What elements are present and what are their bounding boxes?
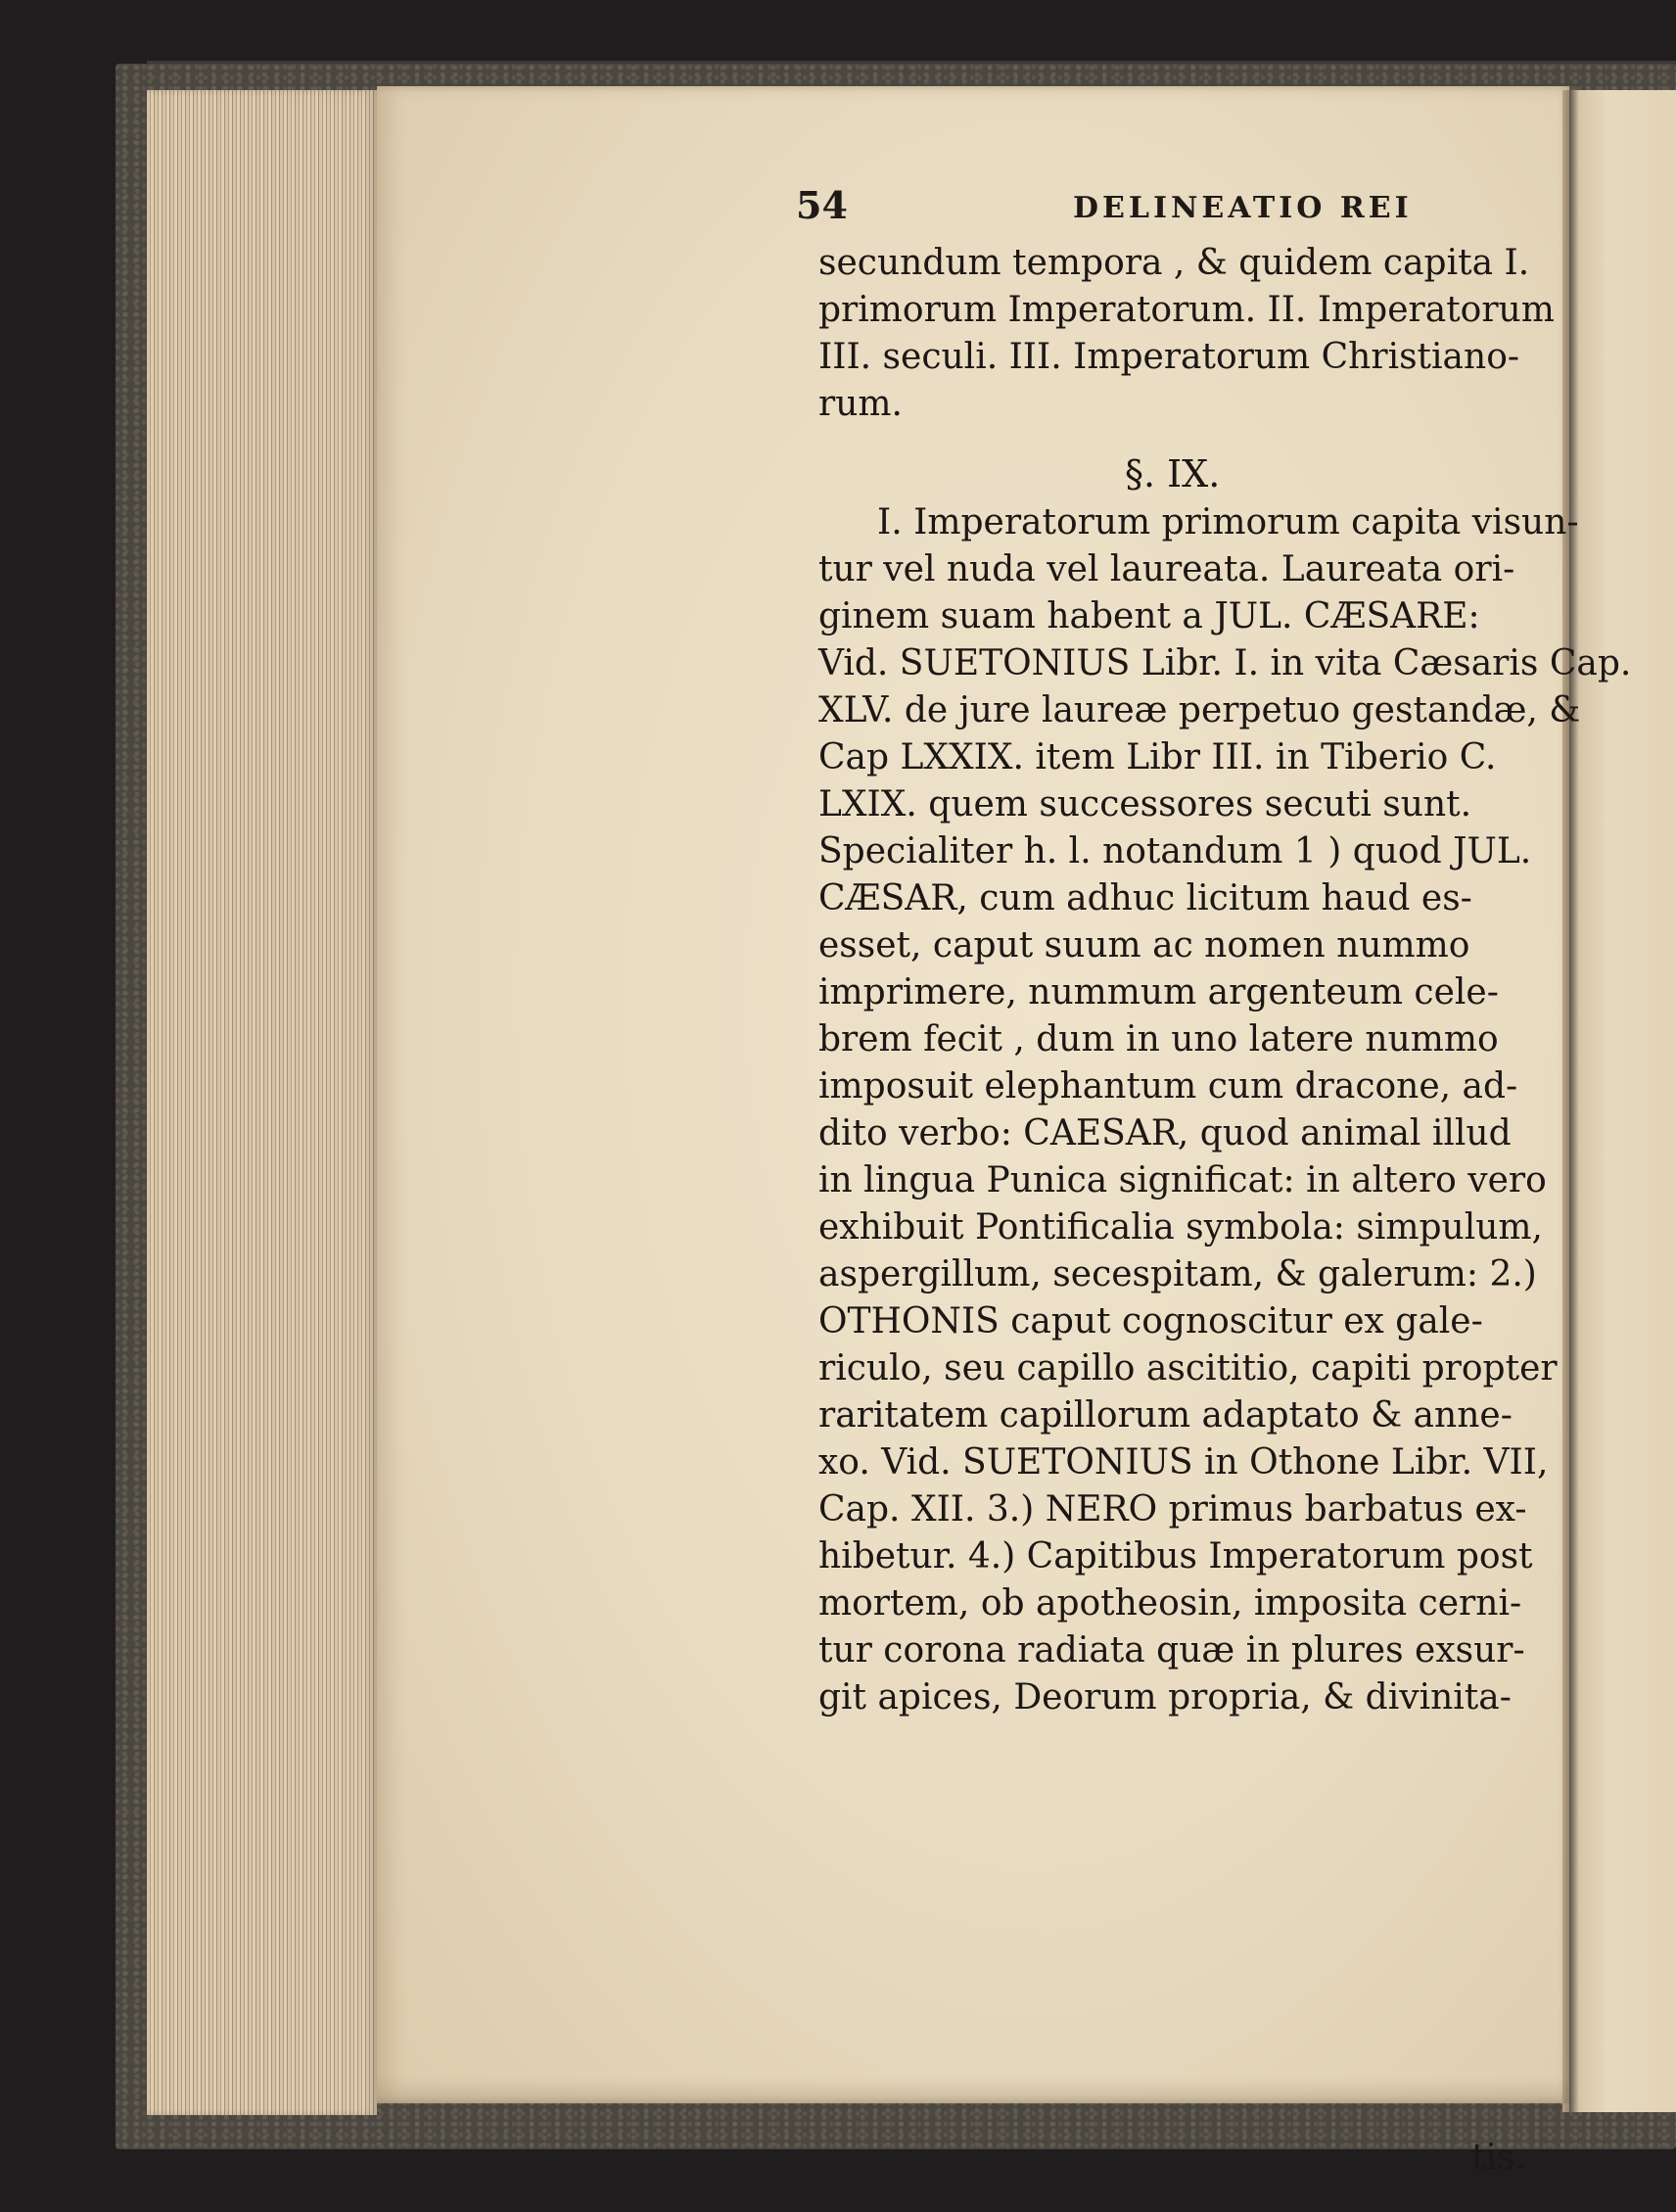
text-line: imposuit elephantum cum dracone, ad- (818, 1066, 1518, 1106)
text-line: Vid. SUETONIUS Libr. I. in vita Cæsaris Cap. (818, 643, 1632, 683)
text-line: exhibuit Pontificalia symbola: simpulum, (818, 1207, 1543, 1247)
text-line: primorum Imperatorum. II. Imperatorum (818, 290, 1555, 330)
page-edges (147, 90, 377, 2115)
section-heading: §. IX. (1125, 452, 1221, 495)
text-line: Cap LXXIX. item Libr III. in Tiberio C. (818, 737, 1497, 777)
text-line: in lingua Punica significat: in altero vero (818, 1160, 1547, 1200)
page-shadow (377, 2076, 1569, 2103)
text-line: git apices, Deorum propria, & divinita- (818, 1677, 1512, 1718)
text-line: ginem suam habent a JUL. CÆSARE: (818, 596, 1480, 636)
text-line: LXIX. quem successores secuti sunt. (818, 784, 1472, 824)
text-line: III. seculi. III. Imperatorum Christiano- (818, 337, 1520, 377)
text-line: raritatem capillorum adaptato & anne- (818, 1395, 1513, 1435)
text-line: tur vel nuda vel laureata. Laureata ori- (818, 549, 1515, 589)
text-line: CÆSAR, cum adhuc licitum haud es- (818, 878, 1472, 918)
text-line: XLV. de jure laureæ perpetuo gestandæ, & (818, 690, 1581, 730)
text-line: esset, caput suum ac nomen nummo (818, 925, 1470, 965)
page-number: 54 (796, 183, 848, 227)
catchword: tis. (1471, 2138, 1526, 2178)
text-line: aspergillum, secespitam, & galerum: 2.) (818, 1254, 1537, 1294)
text-line: I. Imperatorum primorum capita visun- (877, 502, 1579, 542)
text-line: dito verbo: CAESAR, quod animal illud (818, 1113, 1512, 1153)
text-line: brem fecit , dum in uno latere nummo (818, 1019, 1499, 1059)
text-line: Cap. XII. 3.) NERO primus barbatus ex- (818, 1489, 1527, 1530)
facing-page-edge (1569, 90, 1676, 2112)
text-line: rum. (818, 384, 903, 424)
text-line: mortem, ob apotheosin, imposita cerni- (818, 1583, 1522, 1624)
text-line: imprimere, nummum argenteum cele- (818, 972, 1499, 1012)
text-line: OTHONIS caput cognoscitur ex gale- (818, 1301, 1483, 1341)
text-line: riculo, seu capillo ascititio, capiti propter (818, 1348, 1558, 1388)
text-line: xo. Vid. SUETONIUS in Othone Libr. VII, (818, 1442, 1549, 1483)
text-line: Specialiter h. l. notandum 1 ) quod JUL. (818, 831, 1532, 871)
page-header (796, 183, 1501, 232)
text-line: secundum tempora , & quidem capita I. (818, 243, 1530, 283)
text-line: hibetur. 4.) Capitibus Imperatorum post (818, 1536, 1533, 1577)
running-head: DELINEATIO REI (1073, 191, 1413, 225)
text-line: tur corona radiata quæ in plures exsur- (818, 1630, 1525, 1671)
